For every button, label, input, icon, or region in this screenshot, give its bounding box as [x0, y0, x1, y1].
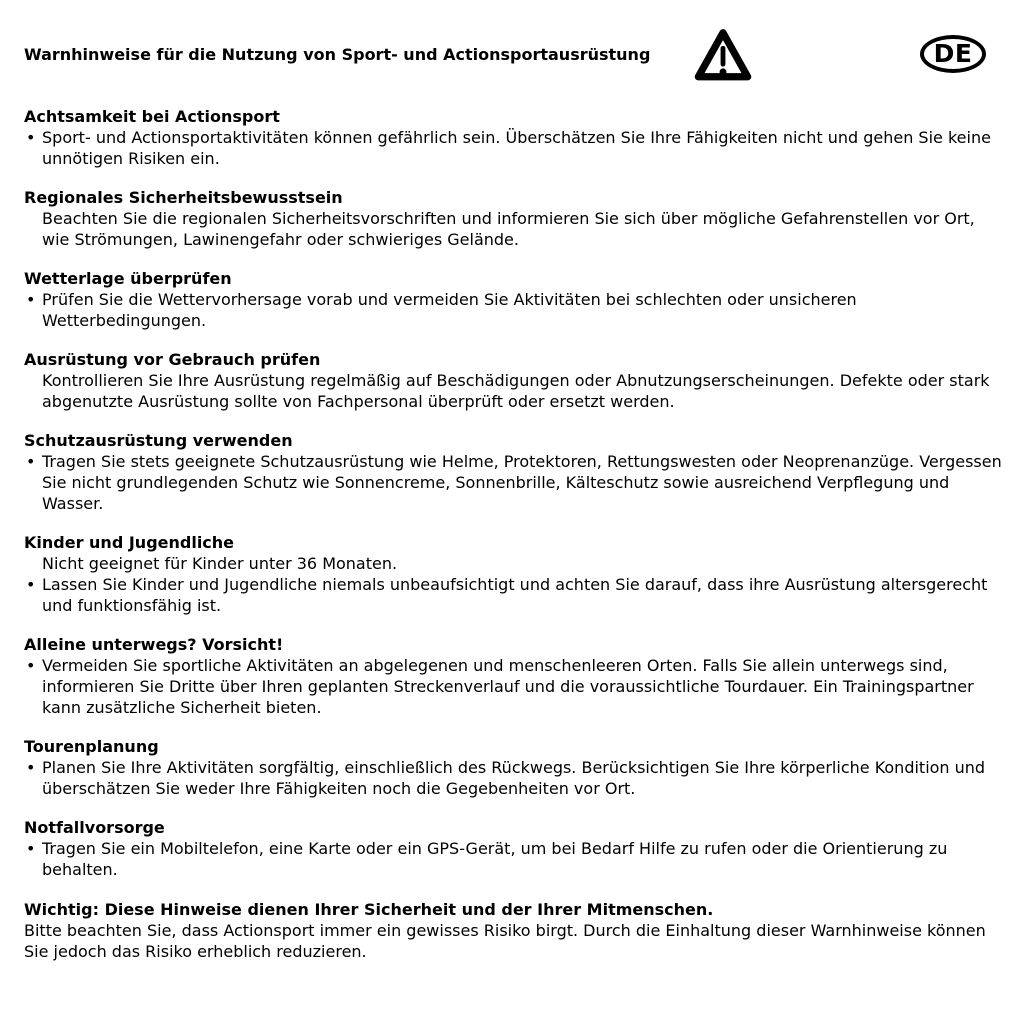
section-heading: Alleine unterwegs? Vorsicht! — [24, 635, 284, 654]
list-item — [24, 127, 1006, 169]
page-title: Warnhinweise für die Nutzung von Sport- und Actionsportausrüstung — [24, 45, 651, 64]
section-kinder — [24, 532, 1006, 616]
bullet-icon: • — [26, 656, 36, 675]
bullet-icon: • — [26, 839, 36, 858]
section-heading: Ausrüstung vor Gebrauch prüfen — [24, 350, 321, 369]
section-heading: Achtsamkeit bei Actionsport — [24, 107, 280, 126]
language-badge-label: DE — [933, 39, 973, 68]
section-heading: Kinder und Jugendliche — [24, 533, 235, 552]
list-item — [24, 757, 1006, 799]
important-note-heading: Wichtig: Diese Hinweise dienen Ihrer Sicherheit und der Ihrer Mitmenschen. — [24, 900, 714, 919]
section-heading: Wetterlage überprüfen — [24, 269, 232, 288]
list-item — [24, 451, 1006, 514]
list-item — [24, 574, 1006, 616]
section-heading: Tourenplanung — [24, 737, 159, 756]
list-item-text: Nicht geeignet für Kinder unter 36 Monaten. — [42, 554, 398, 573]
list-item — [24, 208, 1006, 250]
list-item-text: Kontrollieren Sie Ihre Ausrüstung regelmäßig auf Beschädigungen oder Abnutzungserscheinungen. Defekte oder stark abgenutzte Ausrüstung sollte von Fachpersonal überprüft oder ersetzt werden. — [42, 371, 990, 411]
section-achtsamkeit — [24, 106, 1006, 169]
list-item-text: Prüfen Sie die Wettervorhersage vorab und vermeiden Sie Aktivitäten bei schlechten oder unsicheren Wetterbedingungen. — [42, 290, 857, 330]
list-item-text: Vermeiden Sie sportliche Aktivitäten an abgelegenen und menschenleeren Orten. Falls Sie allein unterwegs sind, informieren Sie Dritte über Ihren geplanten Streckenverlauf und die voraussichtliche Tourdauer. Ein Trainingspartner kann zusätzliche Sicherheit bieten. — [42, 656, 974, 717]
important-note — [24, 899, 1006, 962]
list-item — [24, 289, 1006, 331]
section-regionales — [24, 187, 1006, 250]
list-item — [24, 370, 1006, 412]
section-notfallvorsorge — [24, 817, 1006, 880]
list-item-text: Planen Sie Ihre Aktivitäten sorgfältig, einschließlich des Rückwegs. Berücksichtigen Sie Ihre körperliche Kondition und überschätzen Sie weder Ihre Fähigkeiten noch die Gegebenheiten vor Ort. — [42, 758, 986, 798]
list-item-text: Lassen Sie Kinder und Jugendliche niemals unbeaufsichtigt und achten Sie darauf, dass ihre Ausrüstung altersgerecht und funktionsfähig ist. — [42, 575, 988, 615]
list-item-text: Sport- und Actionsportaktivitäten können gefährlich sein. Überschätzen Sie Ihre Fähigkeiten nicht und gehen Sie keine unnötigen Risiken ein. — [42, 128, 991, 168]
bullet-icon: • — [26, 290, 36, 309]
section-ausruestung — [24, 349, 1006, 412]
section-heading: Schutzausrüstung verwenden — [24, 431, 293, 450]
list-item-text: Tragen Sie ein Mobiltelefon, eine Karte oder ein GPS-Gerät, um bei Bedarf Hilfe zu rufen oder die Orientierung zu behalten. — [42, 839, 948, 879]
bullet-icon: • — [26, 128, 36, 147]
section-wetterlage — [24, 268, 1006, 331]
list-item-text: Beachten Sie die regionalen Sicherheitsvorschriften und informieren Sie sich über mögliche Gefahrenstellen vor Ort, wie Strömungen, Lawinengefahr oder schwieriges Gelände. — [42, 209, 975, 249]
list-item — [24, 553, 1006, 574]
important-note-text: Bitte beachten Sie, dass Actionsport immer ein gewisses Risiko birgt. Durch die Einhaltung dieser Warnhinweise können Sie jedoch das Risiko erheblich reduzieren. — [24, 921, 986, 961]
bullet-icon: • — [26, 575, 36, 594]
warning-triangle-icon — [694, 26, 752, 84]
section-schutzausruestung — [24, 430, 1006, 514]
section-tourenplanung — [24, 736, 1006, 799]
list-item — [24, 838, 1006, 880]
document-header — [24, 39, 1006, 68]
section-heading: Regionales Sicherheitsbewusstsein — [24, 188, 343, 207]
language-badge — [920, 35, 986, 73]
section-heading: Notfallvorsorge — [24, 818, 165, 837]
list-item-text: Tragen Sie stets geeignete Schutzausrüstung wie Helme, Protektoren, Rettungswesten oder Neoprenanzüge. Vergessen Sie nicht grundlegenden Schutz wie Sonnencreme, Sonnenbrille, Kälteschutz sowie ausreichend Verpflegung und Wasser. — [42, 452, 1002, 513]
bullet-icon: • — [26, 452, 36, 471]
list-item — [24, 655, 1006, 718]
section-alleine-unterwegs — [24, 634, 1006, 718]
bullet-icon: • — [26, 758, 36, 777]
